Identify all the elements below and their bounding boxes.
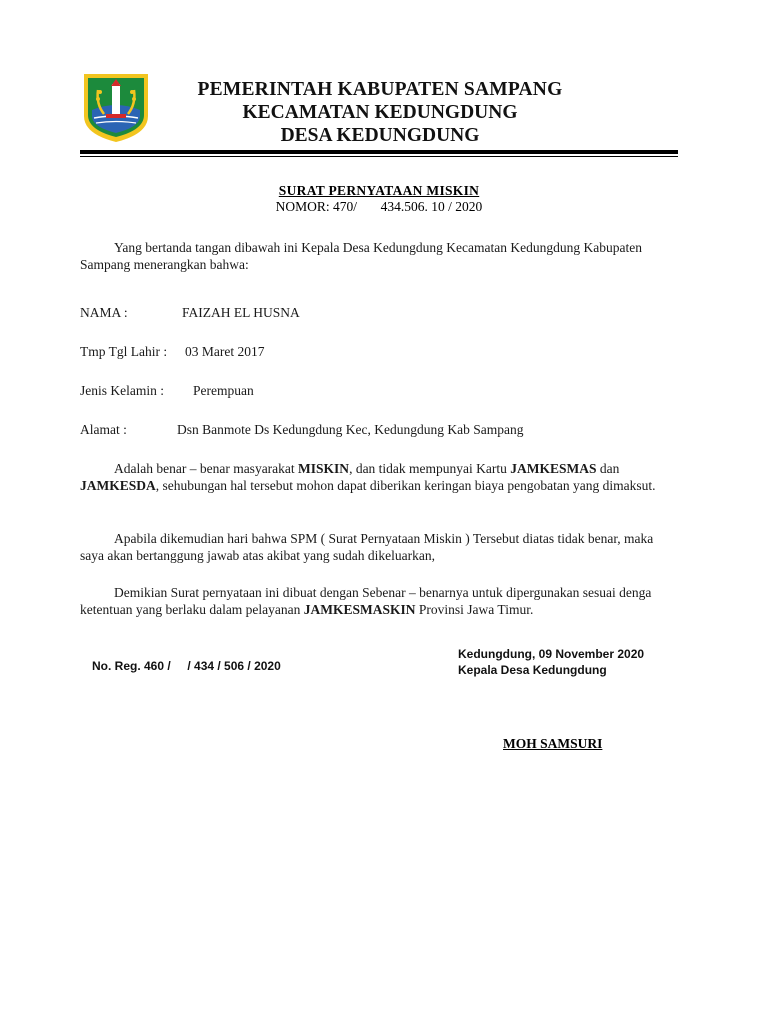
document-number: NOMOR: 470/ 434.506. 10 / 2020 — [275, 199, 483, 214]
birth-value: 03 Maret 2017 — [185, 344, 265, 359]
name-value: FAIZAH EL HUSNA — [182, 305, 300, 320]
statement-text: Adalah benar – benar masyarakat — [114, 461, 299, 476]
registration-number: No. Reg. 460 / / 434 / 506 / 2020 — [92, 659, 281, 673]
intro-paragraph: Yang bertanda tangan dibawah ini Kepala Desa Kedungdung Kecamatan Kedungdung Kabupaten Sampang menerangkan bahwa: — [80, 240, 642, 272]
name-label: NAMA : — [80, 305, 128, 320]
statement-jamkesda: JAMKESDA — [80, 478, 156, 493]
statement-text: dan — [596, 461, 620, 476]
letterhead-district: KECAMATAN KEDUNGDUNG — [242, 102, 518, 123]
signature-place-date: Kedungdung, 09 November 2020 — [458, 647, 645, 661]
statement-text: , sehubungan hal tersebut mohon dapat diberikan keringan biaya pengobatan yang dimaksut. — [155, 478, 656, 493]
address-value: Dsn Banmote Ds Kedungdung Kec, Kedungdung Kab Sampang — [177, 422, 524, 437]
signature-position: Kepala Desa Kedungdung — [458, 663, 607, 677]
address-label: Alamat : — [80, 422, 127, 437]
signer-name: MOH SAMSURI — [503, 736, 603, 751]
statement-jamkesmas: JAMKESMAS — [510, 461, 597, 476]
closing-jamkesmaskin: JAMKESMASKIN — [303, 602, 416, 617]
letterhead-village: DESA KEDUNGDUNG — [280, 125, 480, 146]
letterhead-divider-thick — [80, 150, 678, 154]
statement-text: , dan tidak mempunyai Kartu — [349, 461, 511, 476]
gender-value: Perempuan — [193, 383, 254, 398]
responsibility-paragraph: Apabila dikemudian hari bahwa SPM ( Surat Pernyataan Miskin ) Tersebut diatas tidak benar, maka saya akan bertanggung jawab atas akibat yang sudah dikeluarkan, — [80, 531, 654, 563]
document-title: SURAT PERNYATAAN MISKIN — [278, 183, 480, 198]
closing-paragraph — [80, 584, 670, 618]
letterhead-divider-thin — [80, 156, 678, 157]
statement-miskin: MISKIN — [298, 461, 350, 476]
birth-label: Tmp Tgl Lahir : — [80, 344, 168, 359]
statement-paragraph — [80, 460, 678, 494]
closing-text: Demikian Surat pernyataan ini dibuat dengan Sebenar – benarnya untuk dipergunakan sesuai denga ketentuan yang berlaku dalam pelayanan — [80, 585, 652, 617]
gender-label: Jenis Kelamin : — [80, 383, 164, 398]
regency-emblem-logo — [80, 70, 152, 144]
letterhead-government: PEMERINTAH KABUPATEN SAMPANG — [197, 79, 563, 100]
closing-text: Provinsi Jawa Timur. — [415, 602, 534, 617]
